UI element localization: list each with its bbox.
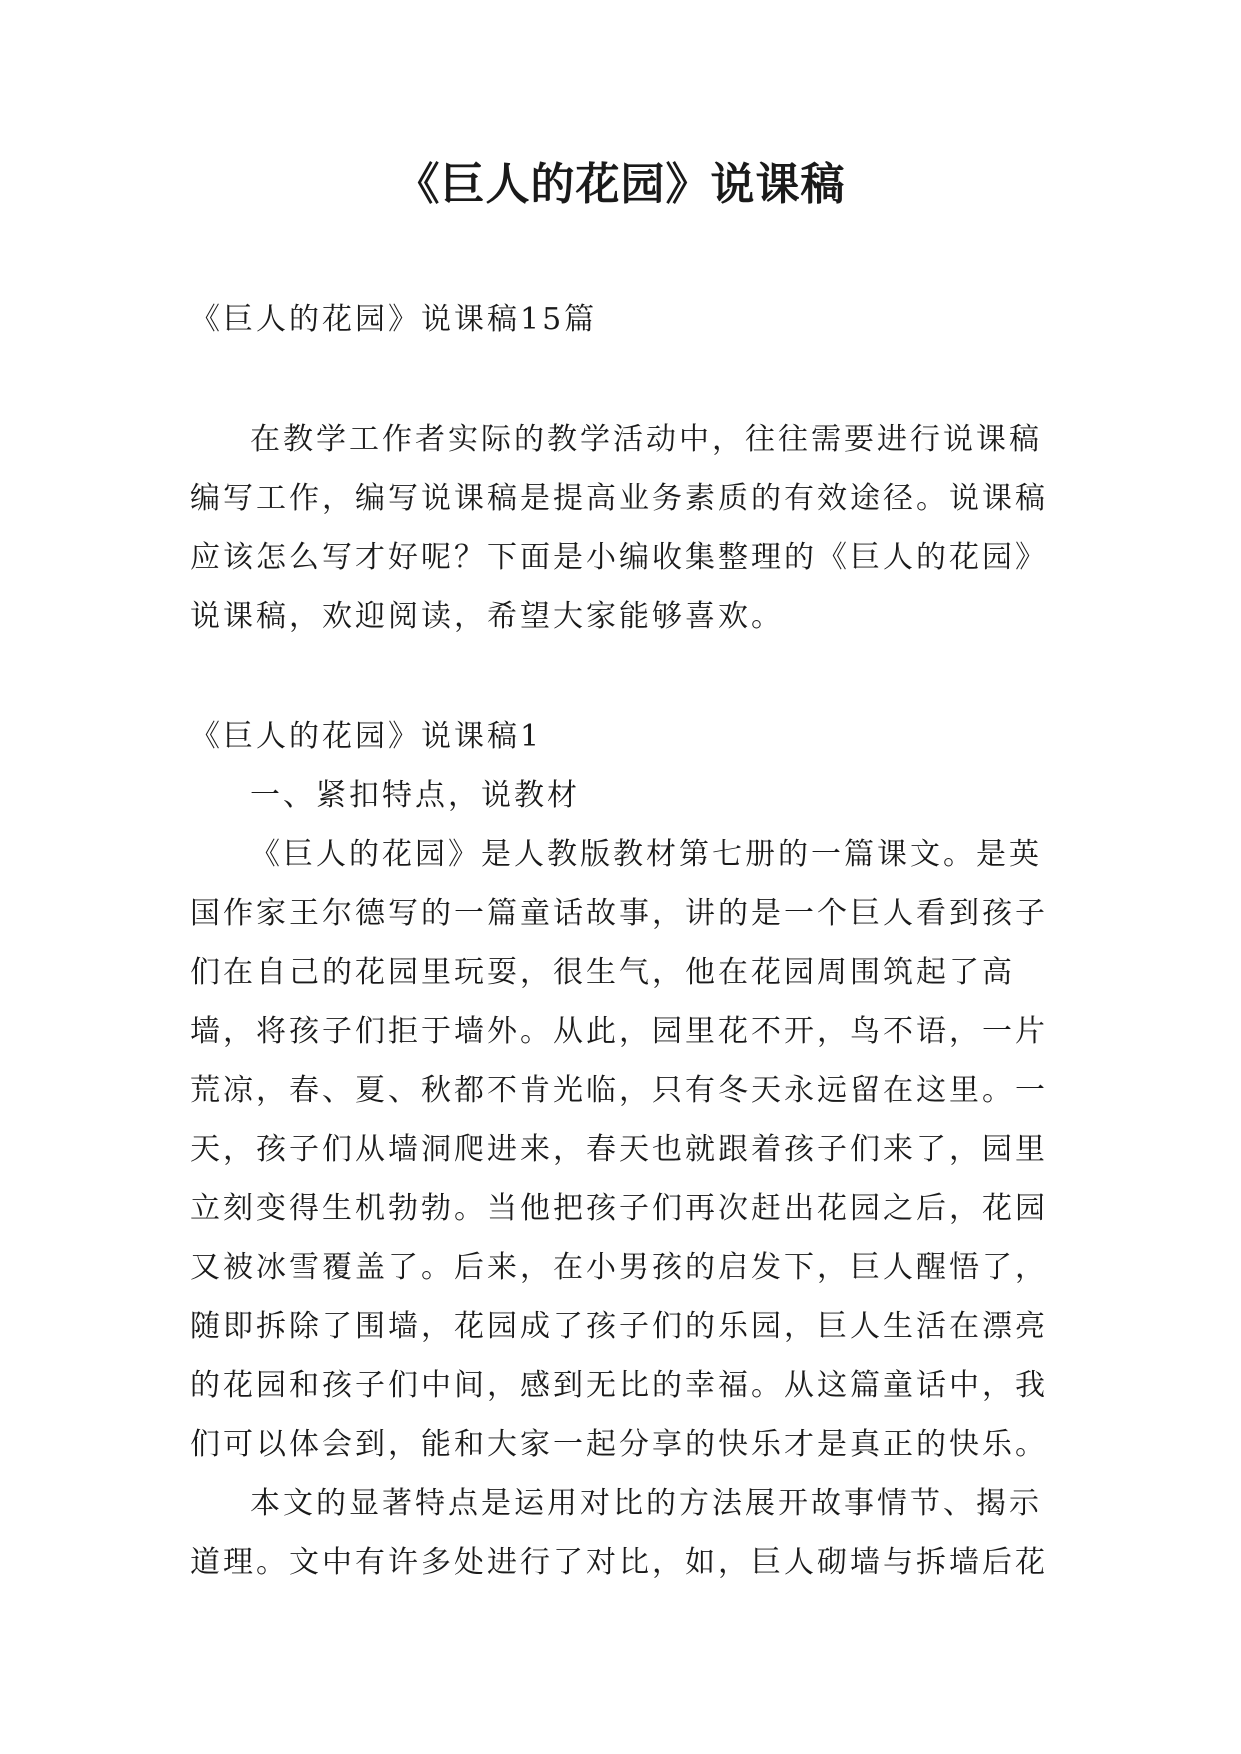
sub-heading: 一、紧扣特点，说教材 bbox=[250, 778, 580, 813]
document-body bbox=[190, 290, 1060, 1592]
document-title: 《巨人的花园》说课稿 bbox=[395, 159, 846, 210]
document-subtitle: 《巨人的花园》说课稿15篇 bbox=[190, 302, 598, 337]
intro-paragraph: 在教学工作者实际的教学活动中，往往需要进行说课稿编写工作，编写说课稿是提高业务素质的有效途径。说课稿应该怎么写才好呢？下面是小编收集整理的《巨人的花园》说课稿，欢迎阅读，希望大家能够喜欢。 bbox=[190, 422, 1048, 634]
body-paragraph: 本文的显著特点是运用对比的方法展开故事情节、揭示道理。文中有许多处进行了对比，如，巨人砌墙与拆墙后花 bbox=[190, 1486, 1048, 1580]
section-heading: 《巨人的花园》说课稿1 bbox=[190, 719, 543, 754]
body-paragraph: 《巨人的花园》是人教版教材第七册的一篇课文。是英国作家王尔德写的一篇童话故事，讲的是一个巨人看到孩子们在自己的花园里玩耍，很生气，他在花园周围筑起了高墙，将孩子们拒于墙外。从此，园里花不开，鸟不语，一片荒凉，春、夏、秋都不肯光临，只有冬天永远留在这里。一天，孩子们从墙洞爬进来，春天也就跟着孩子们来了，园里立刻变得生机勃勃。当他把孩子们再次赶出花园之后，花园又被冰雪覆盖了。后来，在小男孩的启发下，巨人醒悟了，随即拆除了围墙，花园成了孩子们的乐园，巨人生活在漂亮的花园和孩子们中间，感到无比的幸福。从这篇童话中，我们可以体会到，能和大家一起分享的快乐才是真正的快乐。 bbox=[190, 837, 1048, 1462]
